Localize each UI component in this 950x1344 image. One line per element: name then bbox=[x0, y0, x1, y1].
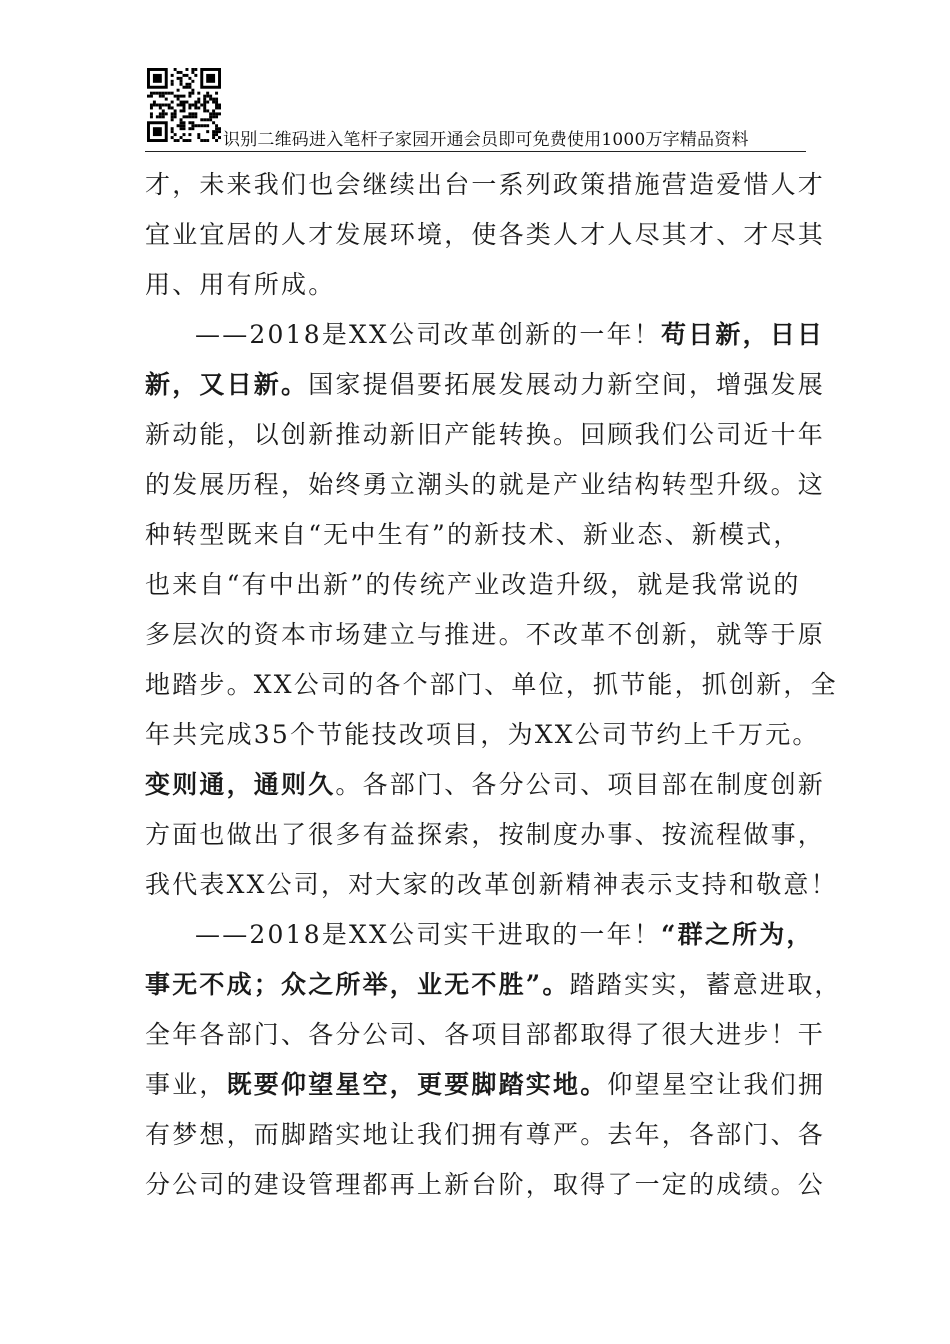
text-line bbox=[145, 410, 826, 460]
qr-code-icon[interactable] bbox=[147, 68, 221, 142]
text-span: 新动能，以创新推动新旧产能转换。回顾我们公司近十年 bbox=[145, 420, 826, 449]
text-line bbox=[145, 660, 838, 710]
text-line bbox=[145, 310, 825, 360]
text-line bbox=[145, 1010, 826, 1060]
text-line bbox=[145, 860, 838, 910]
text-span: 的发展历程，始终勇立潮头的就是产业结构转型升级。这 bbox=[145, 470, 826, 499]
text-span: 全年各部门、各分公司、各项目部都取得了很大进步！干 bbox=[145, 1020, 826, 1049]
text-span: 用、用有所成。 bbox=[145, 270, 336, 299]
text-span: 方面也做出了很多有益探索，按制度办事、按流程做事， bbox=[145, 820, 826, 849]
header-note: 识别二维码进入笔杆子家园开通会员即可免费使用1000万字精品资料 bbox=[223, 130, 749, 150]
page-header bbox=[145, 68, 805, 152]
text-span: 有梦想，而脚踏实地让我们拥有尊严。去年，各部门、各 bbox=[145, 1120, 826, 1149]
text-span: 事业， bbox=[145, 1070, 227, 1099]
text-line bbox=[145, 1060, 826, 1110]
emphasis-text: “群之所为， bbox=[661, 920, 814, 949]
text-span: 地踏步。XX公司的各个部门、单位，抓节能，抓创新，全 bbox=[145, 670, 838, 699]
text-line bbox=[145, 510, 817, 560]
text-span: 踏踏实实，蓄意进取， bbox=[569, 970, 842, 999]
text-line bbox=[145, 210, 826, 260]
text-span: ——2018是XX公司改革创新的一年！ bbox=[195, 320, 662, 349]
text-line bbox=[145, 960, 842, 1010]
text-span: 我代表XX公司，对大家的改革创新精神表示支持和敬意！ bbox=[145, 870, 838, 899]
text-line bbox=[145, 1110, 826, 1160]
text-line bbox=[145, 1160, 826, 1210]
emphasis-text: 变则通，通则久 bbox=[145, 770, 336, 799]
text-line bbox=[145, 610, 826, 660]
text-line bbox=[145, 160, 826, 210]
document-body bbox=[145, 160, 842, 1210]
text-line bbox=[145, 260, 817, 310]
text-line bbox=[145, 710, 820, 760]
text-line bbox=[145, 760, 826, 810]
text-span: 才，未来我们也会继续出台一系列政策措施营造爱惜人才 bbox=[145, 170, 826, 199]
emphasis-text: 事无不成；众之所举，业无不胜”。 bbox=[145, 970, 570, 999]
text-line bbox=[145, 360, 826, 410]
text-span: 年共完成35个节能技改项目，为XX公司节约上千万元。 bbox=[145, 720, 820, 749]
text-span: 国家提倡要拓展发展动力新空间，增强发展 bbox=[308, 370, 826, 399]
text-line bbox=[145, 460, 826, 510]
emphasis-text: 苟日新，日日 bbox=[661, 320, 825, 349]
text-line bbox=[145, 910, 817, 960]
text-span: ——2018是XX公司实干进取的一年！ bbox=[195, 920, 662, 949]
text-span: 多层次的资本市场建立与推进。不改革不创新，就等于原 bbox=[145, 620, 826, 649]
text-span: 分公司的建设管理都再上新台阶，取得了一定的成绩。公 bbox=[145, 1170, 826, 1199]
emphasis-text: 既要仰望星空，更要脚踏实地。 bbox=[226, 1070, 608, 1099]
text-span: 。各部门、各分公司、项目部在制度创新 bbox=[335, 770, 826, 799]
text-span: 仰望星空让我们拥 bbox=[607, 1070, 826, 1099]
text-span: 种转型既来自“无中生有”的新技术、新业态、新模式， bbox=[145, 520, 801, 549]
text-span: 也来自“有中出新”的传统产业改造升级，就是我常说的 bbox=[145, 570, 801, 599]
text-line bbox=[145, 810, 826, 860]
text-line bbox=[145, 560, 817, 610]
emphasis-text: 新，又日新。 bbox=[145, 370, 309, 399]
text-span: 宜业宜居的人才发展环境，使各类人才人尽其才、才尽其 bbox=[145, 220, 826, 249]
header-divider bbox=[145, 151, 806, 152]
